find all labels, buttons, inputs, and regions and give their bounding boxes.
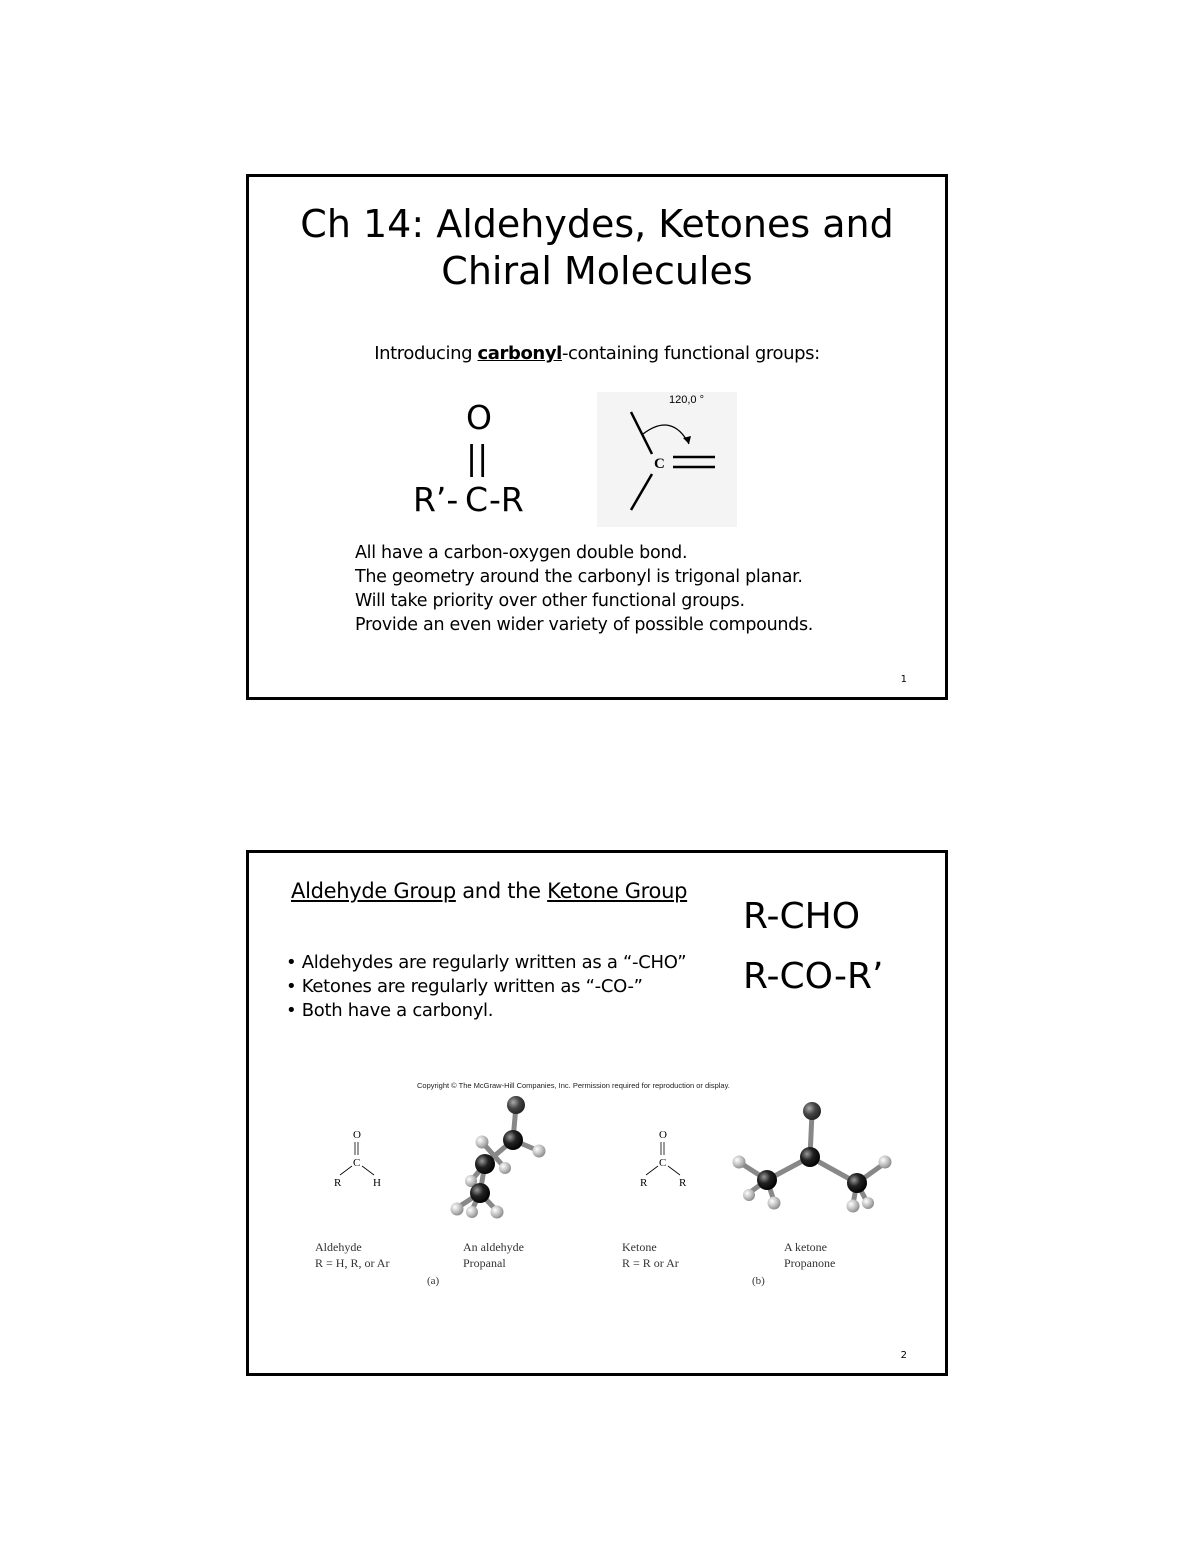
carbon-atom <box>475 1154 495 1174</box>
propanone-ball-model <box>733 1102 892 1213</box>
bullet-item: • Ketones are regularly written as “-CO-” <box>286 976 643 997</box>
carbon-atom <box>800 1147 820 1167</box>
propanone-caption-name: Propanone <box>784 1256 836 1270</box>
atom-label: C <box>659 1157 667 1169</box>
atom-label: R <box>679 1177 687 1189</box>
title-line-2: Chiral Molecules <box>441 249 753 293</box>
page-number: 1 <box>900 674 907 685</box>
center-atom-label: C <box>654 456 665 472</box>
carbonyl-formula <box>409 397 579 527</box>
intro-after: -containing functional groups: <box>561 343 820 364</box>
atom-label: R <box>334 1177 342 1189</box>
angle-label: 120,0 ° <box>669 394 704 406</box>
bond-upper <box>631 412 652 454</box>
hydrogen-atom <box>466 1206 478 1218</box>
bond-line <box>646 1166 658 1175</box>
carbon-atom <box>757 1170 777 1190</box>
aldehyde-caption-detail: R = H, R, or Ar <box>315 1256 390 1270</box>
ketone-structure <box>640 1129 687 1189</box>
intro-text <box>249 343 945 364</box>
atom-label: O <box>659 1129 667 1141</box>
aldehyde-formula: R-CHO <box>743 896 861 937</box>
hydrogen-atom <box>768 1197 781 1210</box>
slide-2 <box>246 850 948 1376</box>
title-connector: and the <box>455 879 548 903</box>
bullet-item: Provide an even wider variety of possible compounds. <box>355 615 814 635</box>
atom-label: C <box>353 1157 361 1169</box>
hydrogen-atom <box>476 1136 489 1149</box>
formula-double-bond: || <box>466 438 489 477</box>
slide2-bullets <box>286 951 686 1023</box>
ketone-caption-detail: R = R or Ar <box>622 1256 679 1270</box>
propanone-caption: A ketone <box>784 1240 827 1254</box>
part-a-label: (a) <box>427 1275 440 1287</box>
hydrogen-atom <box>491 1206 504 1219</box>
trigonal-planar-svg <box>597 392 737 527</box>
angle-arc <box>643 425 689 444</box>
part-b-label: (b) <box>752 1275 765 1287</box>
hydrogen-atom <box>847 1200 860 1213</box>
title-aldehyde-group: Aldehyde Group <box>291 879 456 903</box>
formula-oxygen: O <box>466 398 492 437</box>
hydrogen-atom <box>743 1189 755 1201</box>
oxygen-atom <box>803 1102 821 1120</box>
carbon-atom <box>847 1173 867 1193</box>
hydrogen-atom <box>533 1145 546 1158</box>
bullet-item: All have a carbon-oxygen double bond. <box>355 543 688 563</box>
atom-label: H <box>373 1177 381 1189</box>
slide1-bullets <box>355 541 813 637</box>
hydrogen-atom <box>879 1156 892 1169</box>
hydrogen-atom <box>499 1162 511 1174</box>
slide-1 <box>246 174 948 700</box>
title-ketone-group: Ketone Group <box>547 879 688 903</box>
propanal-ball-model <box>451 1096 546 1219</box>
carbon-atom <box>470 1183 490 1203</box>
bond-line <box>340 1166 352 1175</box>
bullet-item: The geometry around the carbonyl is trigonal planar. <box>355 567 803 587</box>
slide-title <box>291 879 687 903</box>
bullet-item: Will take priority over other functional groups. <box>355 591 745 611</box>
hydrogen-atom <box>733 1156 746 1169</box>
aldehyde-structure <box>334 1129 381 1189</box>
propanal-caption-name: Propanal <box>463 1256 506 1270</box>
carbon-atom <box>503 1130 523 1150</box>
hydrogen-atom <box>451 1203 464 1216</box>
ketone-formula: R-CO-R’ <box>743 956 884 997</box>
trigonal-planar-diagram <box>597 392 737 527</box>
bullet-item: • Both have a carbonyl. <box>286 1000 494 1021</box>
bullet-item: • Aldehydes are regularly written as a “-CHO” <box>286 952 687 973</box>
oxygen-atom <box>507 1096 525 1114</box>
bond-line <box>362 1166 374 1175</box>
intro-before: Introducing <box>374 343 478 364</box>
formula-left-group: R’- <box>413 480 459 519</box>
general-formulas <box>743 887 883 1007</box>
atom-label: O <box>353 1129 361 1141</box>
copyright-notice: Copyright © The McGraw-Hill Companies, Inc. Permission required for reproduction or display. <box>417 1081 730 1090</box>
figure-svg <box>307 1078 907 1293</box>
title-line-1: Ch 14: Aldehydes, Ketones and <box>300 202 894 246</box>
aldehyde-caption: Aldehyde <box>315 1240 362 1254</box>
bond-lower <box>631 474 652 510</box>
slide-title <box>249 201 945 295</box>
formula-right-group: -R <box>489 480 524 519</box>
page-number: 2 <box>900 1350 907 1361</box>
atom-label: R <box>640 1177 648 1189</box>
bond-line <box>668 1166 680 1175</box>
formula-carbon: C <box>465 480 489 519</box>
aldehyde-ketone-figure <box>307 1078 907 1293</box>
hydrogen-atom <box>862 1197 874 1209</box>
ketone-caption: Ketone <box>622 1240 657 1254</box>
propanal-caption: An aldehyde <box>463 1240 524 1254</box>
intro-keyword: carbonyl <box>477 343 562 364</box>
